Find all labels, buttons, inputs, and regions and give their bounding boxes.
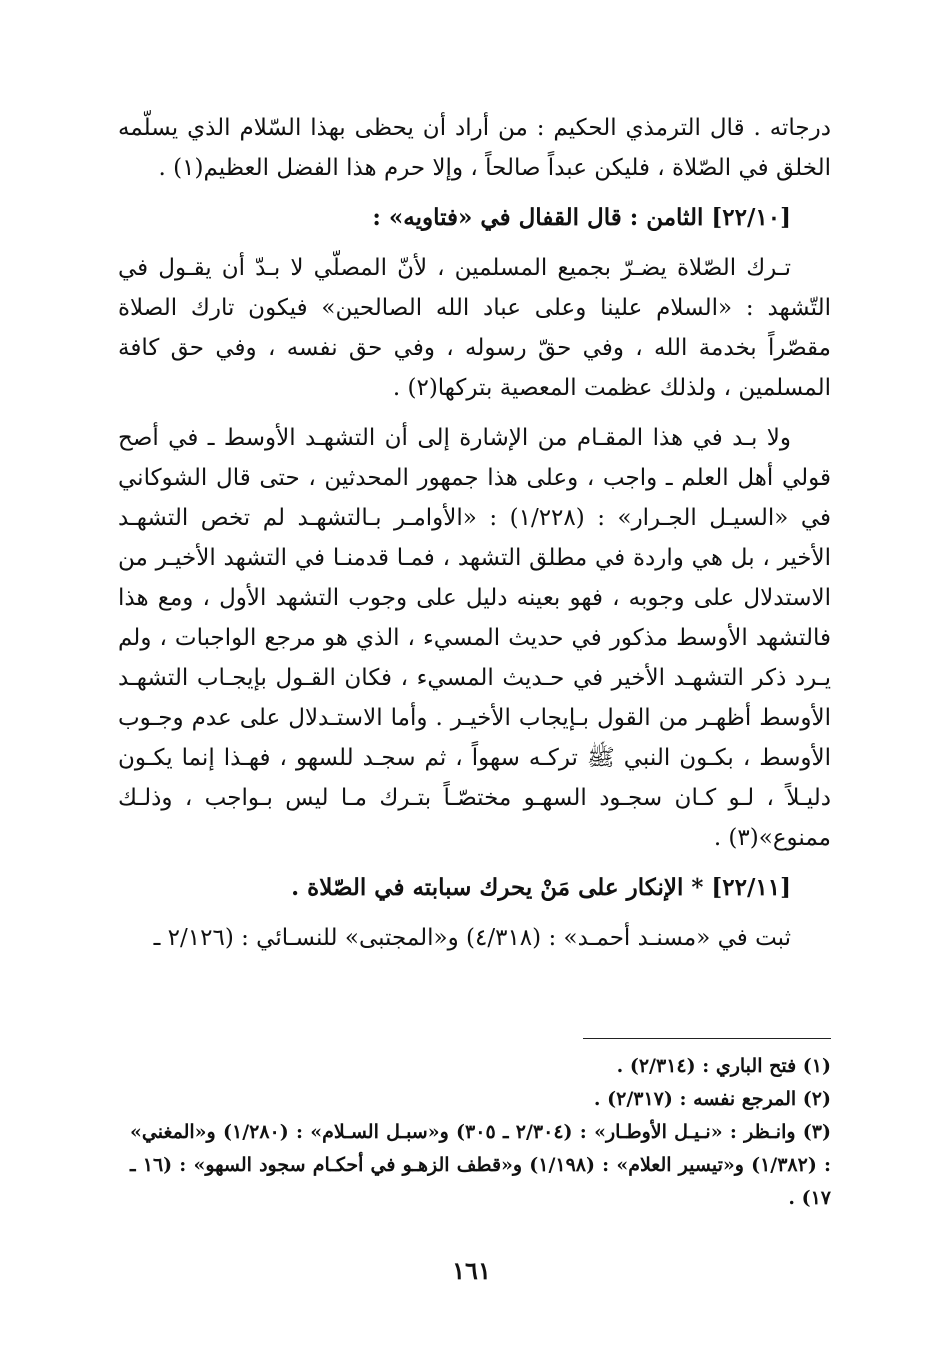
paragraph-3: ولا بـد في هذا المقـام من الإشارة إلى أن التشهـد الأوسط ـ في أصح قولي أهل العلم ـ واجب ، وعلى هذا جمهور المحدثين ، حتى قال الشوكاني في «السيـل الجـرار» : (١/٢٢٨) : «الأوامـر بـالتشهـد لم تخص التشهـد الأخير ، بل هي واردة في مطلق التشهد ، فمـا قدمنـا في التشهد الأخيـر من الاستدلال على وجوبه ، فهو بعينه دليل على وجوب التشهد الأول ، ومع هذا فالتشهد الأوسط مذكور في حديث المسيء ، الذي هو مرجع الواجبات ، ولم يـرد ذكر التشهـد الأخير في حـديث المسيء ، فكان القـول بإيجـاب التشهـد الأوسط أظهـر من القول بـإيجاب الأخيـر . وأما الاستـدلال على عدم وجـوب الأوسط ، بكـون النبي ﷺ تركـه سهواً ، ثم سجـد للسهو ، فهـذا إنما يكـون دليـلاً ، لـو كـان سجـود السهـو مختصّـاً بتـرك مـا ليس بـواجب ، وذلـك ممنوع»(٣) . xyxy=(118,425,831,851)
footnote-divider xyxy=(583,1038,831,1039)
footnote-2: (٢) المرجع نفسه : (٢/٣١٧) . xyxy=(593,1088,831,1110)
footnote-1: (١) فتح الباري : (٢/٣١٤) . xyxy=(616,1055,831,1077)
footnotes xyxy=(130,1050,831,1215)
section-heading-10: [٢٢/١٠] الثامن : قال القفال في «فتاويه» : xyxy=(372,204,791,231)
paragraph-1: درجاته . قال الترمذي الحكيم : من أراد أن يحظى بهذا السّلام الذي يسلّمه الخلق في الصّلاة ، فليكن عبداً صالحاً ، وإلا حرم هذا الفضل العظيم(١) . xyxy=(118,115,831,181)
section-heading-11: [٢٢/١١] * الإنكار على مَنْ يحرك سبابته في الصّلاة . xyxy=(291,874,791,901)
page-number: ١٦١ xyxy=(452,1256,491,1285)
footnote-3: (٣) وانـظر : «نـيـل الأوطـار» : (٢/٣٠٤ ـ ٣٠٥) و«سبـل السـلام» : (١/٢٨٠) و«المغني» : (١/٣٨٢) و«تيسير العلام» : (١/١٩٨) و«قطف الزهـو في أحكـام سجود السهو» : (١٦ ـ ١٧) . xyxy=(130,1121,832,1209)
paragraph-4: ثبت في «مسنـد أحمـد» : (٤/٣١٨) و«المجتبى» للنسـائي : (٢/١٢٦ ـ xyxy=(153,925,791,951)
paragraph-2: تـرك الصّلاة يضـرّ بجميع المسلمين ، لأنّ المصلّي لا بـدّ أن يقـول في التّشهد : «السلام علينا وعلى عباد الله الصالحين» فيكون تارك الصلاة مقصّراً بخدمة الله ، وفي حقّ رسوله ، وفي حق نفسه ، وفي حق كافة المسلمين ، ولذلك عظمت المعصية بتركها(٢) . xyxy=(118,255,831,401)
main-text xyxy=(118,108,831,958)
